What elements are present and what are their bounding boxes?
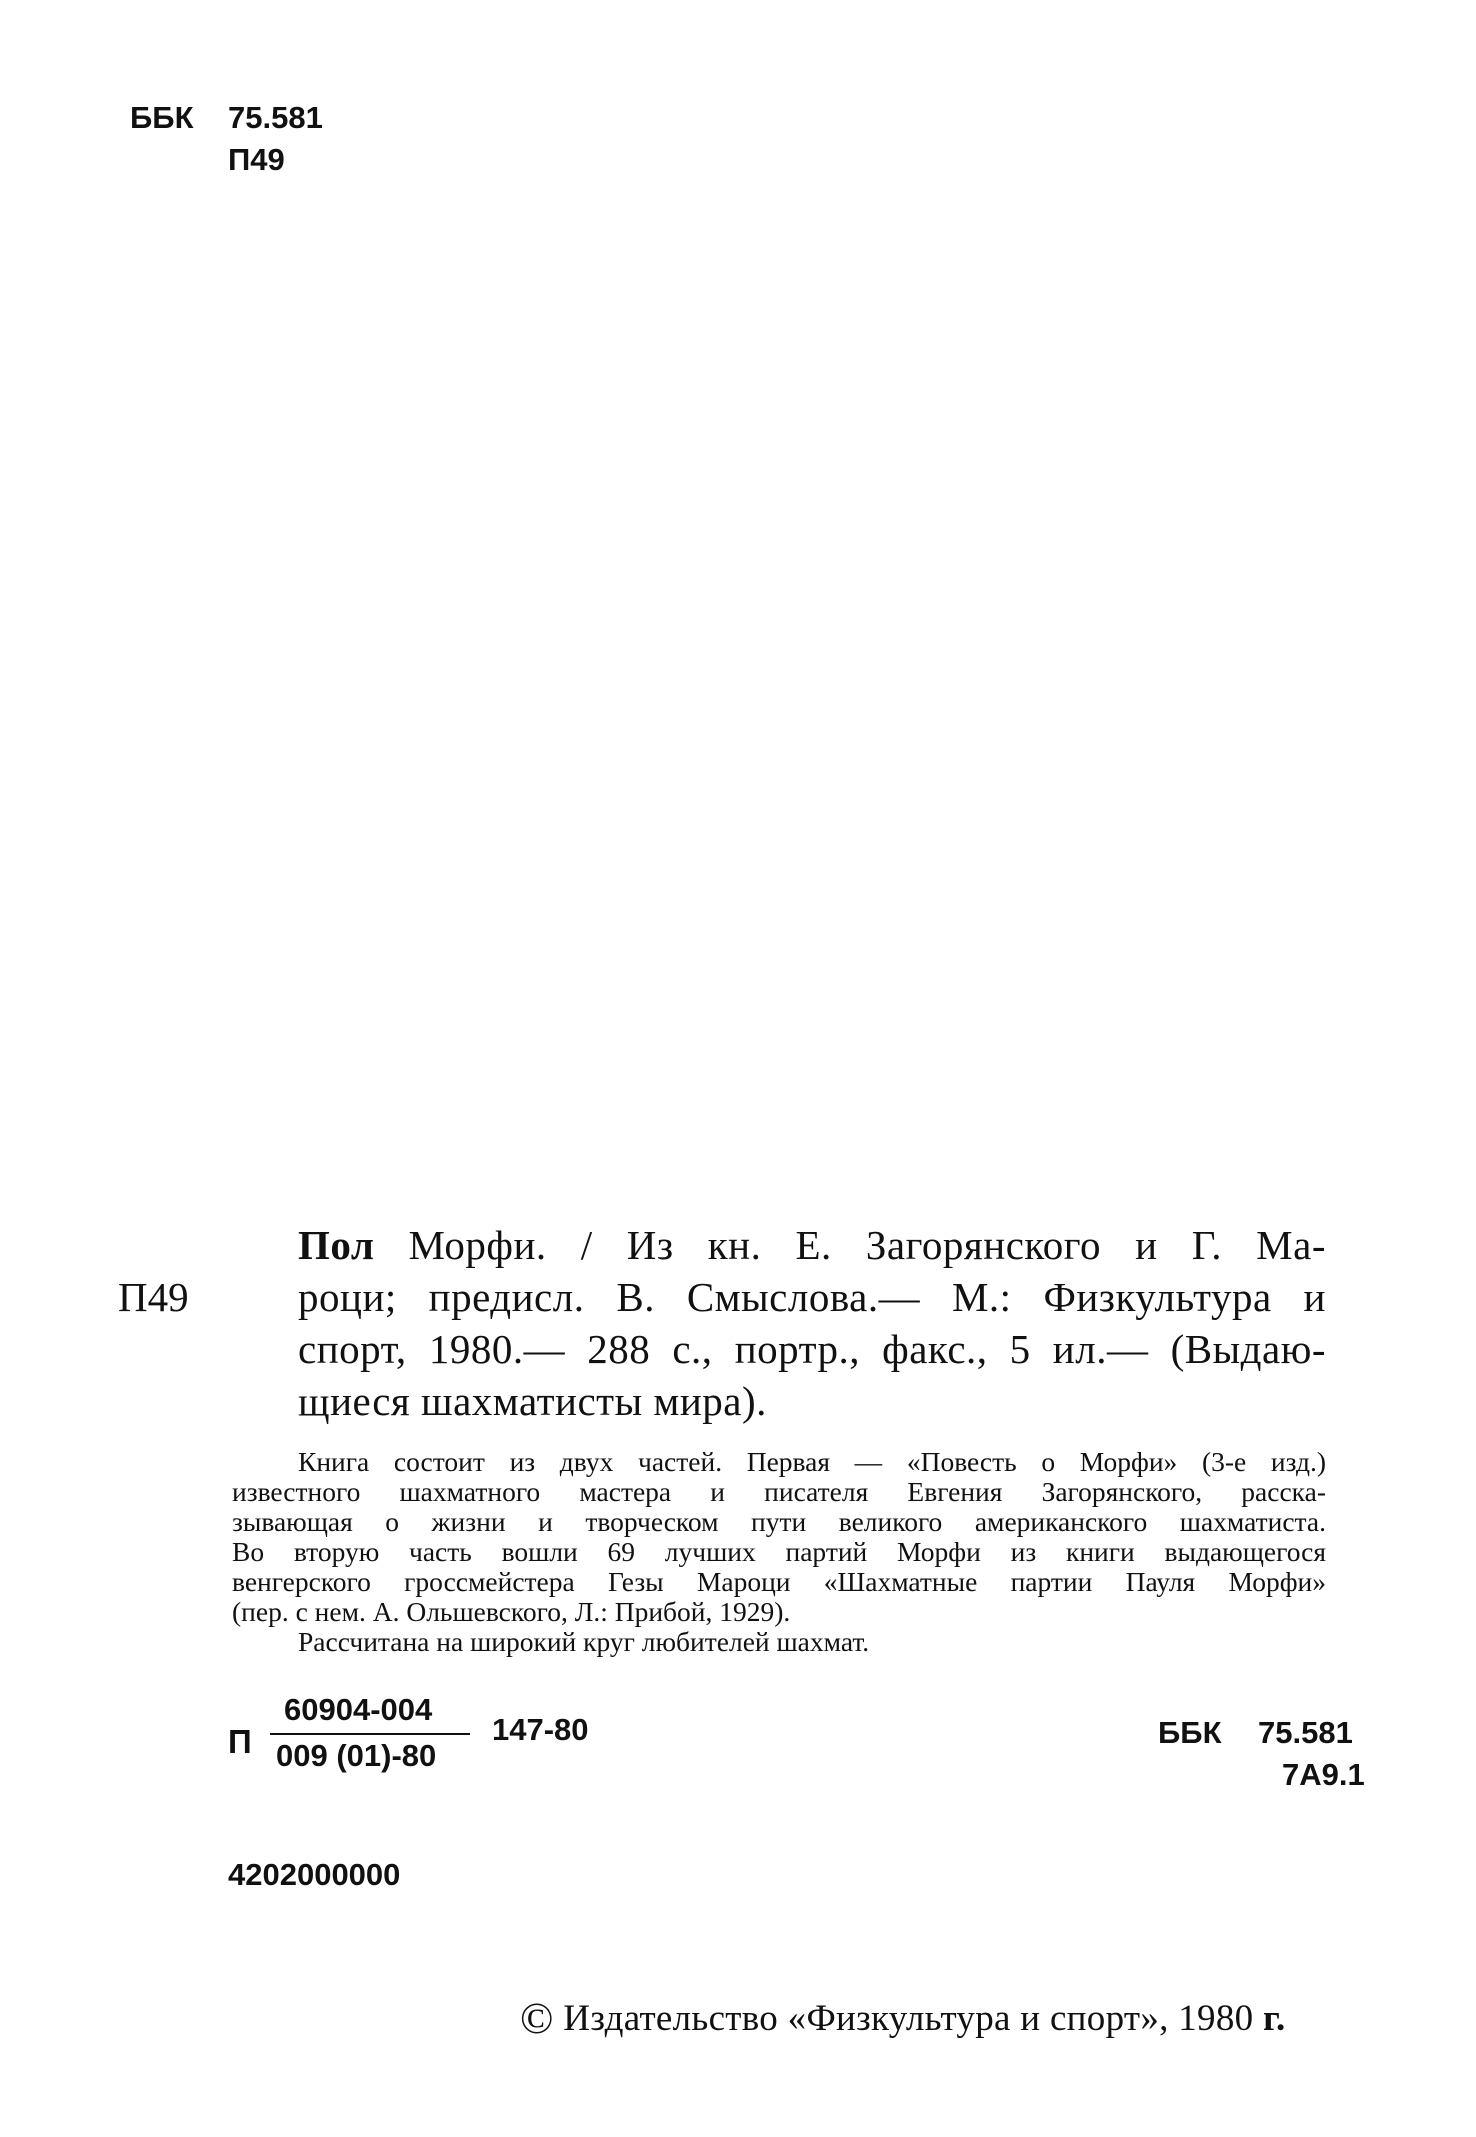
top-bbk-label: ББК [130,100,194,135]
annotation-line: Во вторую часть вошли 69 лучших партий Морфи из книги выдающегося [232,1536,1326,1567]
index-code: 147-80 [492,1712,589,1747]
annotation-line: Книга состоит из двух частей. Первая — «Повесть о Морфи» (3-е изд.) [298,1446,1326,1477]
entry-line-2: роци; предисл. В. Смыслова.— М.: Физкультура и [298,1274,1326,1320]
copyright-text: Издательство «Физкультура и спорт», 1980 [563,1998,1254,2039]
annotation-line: Рассчитана на широкий круг любителей шахмат. [298,1626,870,1657]
annotation-line: зывающая о жизни и творческом пути великого американского шахматиста. [232,1506,1326,1537]
copyright-suffix: г. [1263,1998,1286,2039]
copyright-icon: © [520,1994,554,2043]
entry-author: Пол [298,1222,375,1268]
isbn-code: 4202000000 [228,1857,401,1892]
entry-line-3: спорт, 1980.— 288 с., портр., факс., 5 ил.— (Выдаю- [298,1326,1326,1372]
annotation-line: известного шахматного мастера и писателя Евгения Загорянского, расска- [232,1476,1326,1507]
footer-bbk-label: ББК [1158,1715,1222,1750]
annotation-line: (пер. с нем. А. Ольшевского, Л.: Прибой, 1929). [232,1596,791,1627]
index-denominator: 009 (01)-80 [276,1738,437,1773]
index-numerator: 60904-004 [284,1692,433,1727]
entry-line-4: щиеся шахматисты мира). [298,1378,767,1424]
entry-line-1-text: Морфи. / Из кн. Е. Загорянского и Г. Ма- [408,1222,1326,1268]
annotation-line: венгерского гроссмейстера Гезы Мароци «Шахматные партии Пауля Морфи» [232,1566,1326,1597]
top-bbk-code: 75.581 [228,100,323,135]
index-letter: П [228,1723,252,1760]
top-author-code: П49 [228,142,285,177]
footer-bbk-code: 75.581 [1258,1715,1353,1750]
index-fraction-line [270,1733,470,1735]
copyright-line [520,1993,1286,2044]
footer-bbk-subcode: 7А9.1 [1282,1757,1365,1792]
entry-author-code: П49 [118,1274,189,1320]
entry-line-1 [298,1221,1326,1269]
